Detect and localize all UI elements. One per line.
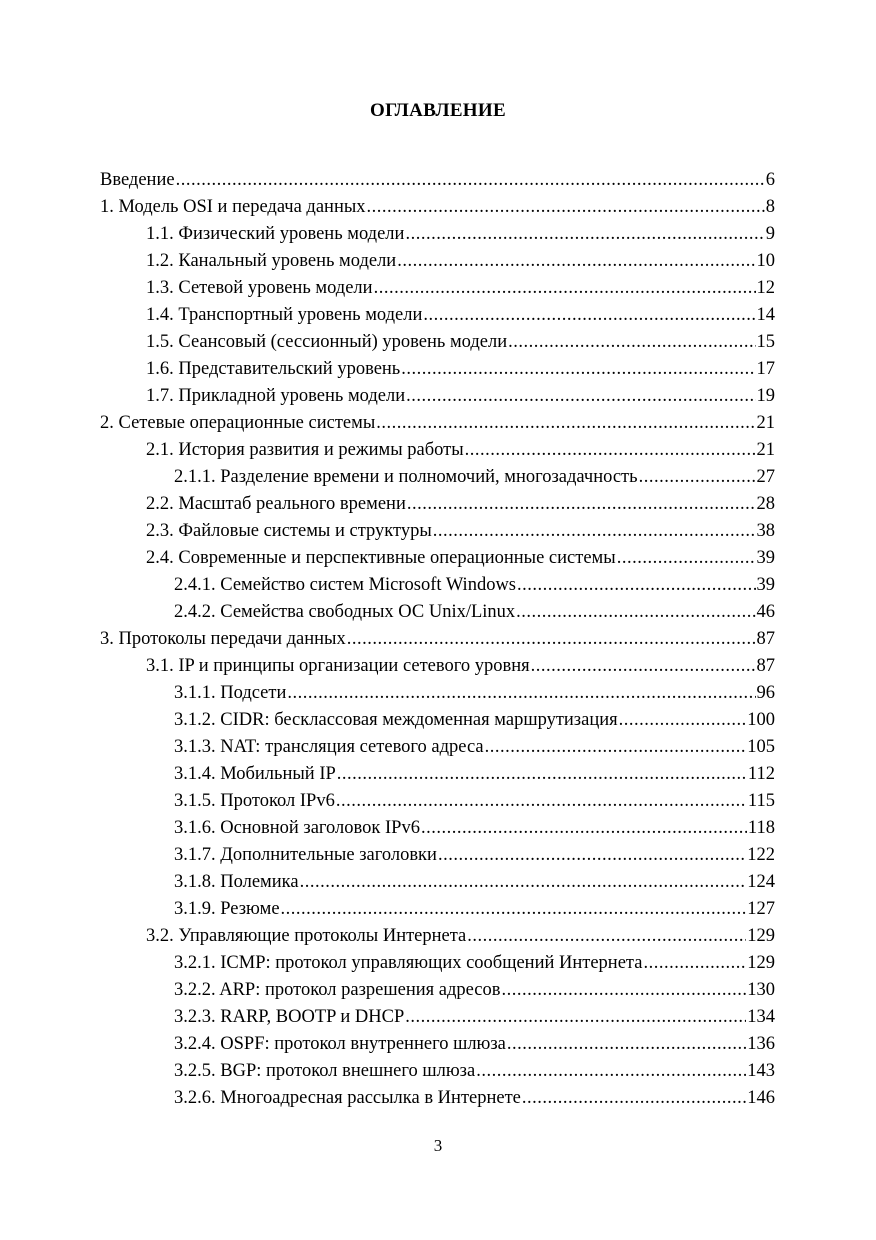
toc-leader-dots	[517, 572, 756, 599]
toc-leader-dots	[374, 275, 756, 302]
toc-entry-label: 3.1.5. Протокол IPv6	[174, 791, 335, 811]
toc-leader-dots	[433, 518, 756, 545]
toc-entry-page: 12	[756, 278, 775, 298]
toc-entry[interactable]	[100, 275, 775, 302]
toc-entry-page: 21	[756, 413, 775, 433]
toc-entry-label: 3.1.8. Полемика	[174, 872, 299, 892]
toc-entry[interactable]	[100, 599, 775, 626]
toc-entry[interactable]	[100, 1085, 775, 1112]
page-title: ОГЛАВЛЕНИЕ	[370, 100, 506, 121]
toc-entry-label: 2.1.1. Разделение времени и полномочий, многозадачность	[174, 467, 638, 487]
toc-entry-page: 9	[765, 224, 775, 244]
toc-leader-dots	[639, 464, 756, 491]
page-number: 3	[433, 1136, 443, 1155]
toc-entry-page: 105	[747, 737, 775, 757]
toc-entry-page: 129	[747, 926, 775, 946]
toc-entry[interactable]	[100, 977, 775, 1004]
toc-entry-label: 3.2.2. ARP: протокол разрешения адресов	[174, 980, 501, 1000]
toc-entry-page: 38	[756, 521, 775, 541]
toc-entry-page: 122	[747, 845, 775, 865]
toc-entry-label: 3.2.6. Многоадресная рассылка в Интернете	[174, 1088, 521, 1108]
toc-leader-dots	[531, 653, 756, 680]
toc-entry-label: 3.1.3. NAT: трансляция сетевого адреса	[174, 737, 484, 757]
toc-leader-dots	[619, 707, 747, 734]
toc-entry-page: 87	[756, 656, 775, 676]
toc-entry[interactable]	[100, 194, 775, 221]
toc-leader-dots	[476, 1058, 746, 1085]
toc-entry-page: 19	[756, 386, 775, 406]
toc-leader-dots	[287, 680, 755, 707]
toc-entry[interactable]	[100, 734, 775, 761]
toc-entry-label: 3.1.9. Резюме	[174, 899, 280, 919]
toc-entry[interactable]	[100, 248, 775, 275]
toc-entry[interactable]	[100, 302, 775, 329]
toc-leader-dots	[516, 599, 755, 626]
toc-leader-dots	[376, 410, 755, 437]
toc-entry[interactable]	[100, 437, 775, 464]
toc-entry-label: 1.3. Сетевой уровень модели	[146, 278, 373, 298]
toc-entry-page: 127	[747, 899, 775, 919]
toc-entry-label: 2.4.1. Семейство систем Microsoft Windows	[174, 575, 516, 595]
toc-entry-label: 3. Протоколы передачи данных	[100, 629, 346, 649]
toc-entry-label: 1.7. Прикладной уровень модели	[146, 386, 406, 406]
toc-entry-page: 112	[747, 764, 775, 784]
toc-entry-label: 3.2.4. OSPF: протокол внутреннего шлюза	[174, 1034, 506, 1054]
toc-leader-dots	[406, 383, 755, 410]
toc-leader-dots	[405, 221, 764, 248]
toc-entry-label: 1.5. Сеансовый (сессионный) уровень модели	[146, 332, 508, 352]
toc-entry-page: 28	[756, 494, 775, 514]
toc-leader-dots	[421, 815, 747, 842]
toc-entry-label: 1.2. Канальный уровень модели	[146, 251, 397, 271]
toc-entry[interactable]	[100, 383, 775, 410]
toc-entry-page: 146	[747, 1088, 775, 1108]
toc-entry-label: 3.1.7. Дополнительные заголовки	[174, 845, 437, 865]
toc-entry-label: 2.1. История развития и режимы работы	[146, 440, 464, 460]
toc-entry[interactable]	[100, 761, 775, 788]
toc-leader-dots	[467, 923, 746, 950]
toc-entry-label: 3.1.6. Основной заголовок IPv6	[174, 818, 420, 838]
toc-entry-page: 39	[756, 575, 775, 595]
toc-leader-dots	[347, 626, 756, 653]
toc-leader-dots	[337, 761, 747, 788]
toc-entry-page: 134	[747, 1007, 775, 1027]
toc-entry[interactable]	[100, 1031, 775, 1058]
toc-entry-page: 143	[747, 1061, 775, 1081]
toc-entry-label: 3.1. IP и принципы организации сетевого уровня	[146, 656, 530, 676]
toc-entry[interactable]	[100, 329, 775, 356]
toc-entry-label: 2.4. Современные и перспективные операционные системы	[146, 548, 616, 568]
toc-entry-label: 1.6. Представительский уровень	[146, 359, 401, 379]
toc-leader-dots	[485, 734, 747, 761]
toc-entry[interactable]	[100, 815, 775, 842]
toc-entry[interactable]	[100, 167, 775, 194]
toc-leader-dots	[397, 248, 755, 275]
toc-entry-label: 2.3. Файловые системы и структуры	[146, 521, 432, 541]
toc-leader-dots	[423, 302, 755, 329]
toc-entry[interactable]	[100, 950, 775, 977]
toc-entry-label: 3.1.2. CIDR: бесклассовая междоменная маршрутизация	[174, 710, 618, 730]
toc-entry-page: 115	[747, 791, 775, 811]
toc-leader-dots	[367, 194, 765, 221]
toc-entry-page: 124	[747, 872, 775, 892]
toc-leader-dots	[508, 329, 755, 356]
toc-entry[interactable]	[100, 842, 775, 869]
toc-leader-dots	[438, 842, 746, 869]
toc-entry-page: 136	[747, 1034, 775, 1054]
toc-entry[interactable]	[100, 221, 775, 248]
toc-entry-label: 3.1.4. Мобильный IP	[174, 764, 336, 784]
toc-entry-page: 130	[747, 980, 775, 1000]
toc-entry-page: 8	[765, 197, 775, 217]
toc-entry-page: 6	[765, 170, 775, 190]
toc-entry[interactable]	[100, 410, 775, 437]
toc-entry[interactable]	[100, 869, 775, 896]
toc-entry-label: 1.4. Транспортный уровень модели	[146, 305, 423, 325]
toc-entry[interactable]	[100, 788, 775, 815]
toc-leader-dots	[401, 356, 755, 383]
toc-leader-dots	[281, 896, 747, 923]
toc-entry[interactable]	[100, 518, 775, 545]
toc-entry-label: 1.1. Физический уровень модели	[146, 224, 405, 244]
toc-entry-label: 3.2.5. BGP: протокол внешнего шлюза	[174, 1061, 476, 1081]
toc-leader-dots	[407, 491, 756, 518]
toc-leader-dots	[522, 1085, 746, 1112]
toc-entry-page: 39	[756, 548, 775, 568]
toc-leader-dots	[300, 869, 747, 896]
toc-entry-page: 17	[756, 359, 775, 379]
toc-entry-label: 3.2.1. ICMP: протокол управляющих сообщений Интернета	[174, 953, 643, 973]
toc-entry-page: 96	[756, 683, 775, 703]
toc-entry-page: 46	[756, 602, 775, 622]
toc-entry[interactable]	[100, 653, 775, 680]
toc-leader-dots	[507, 1031, 746, 1058]
toc-entry-label: 1. Модель OSI и передача данных	[100, 197, 366, 217]
toc-entry-page: 87	[756, 629, 775, 649]
toc-entry-page: 100	[747, 710, 775, 730]
toc-entry-label: 3.1.1. Подсети	[174, 683, 287, 703]
toc-entry-label: 2.4.2. Семейства свободных ОС Unix/Linux	[174, 602, 516, 622]
toc-entry-label: 3.2.3. RARP, BOOTP и DHCP	[174, 1007, 405, 1027]
toc-entry-page: 14	[756, 305, 775, 325]
toc-leader-dots	[336, 788, 747, 815]
toc-entry[interactable]	[100, 491, 775, 518]
toc-entry[interactable]	[100, 923, 775, 950]
toc-entry[interactable]	[100, 464, 775, 491]
toc-entry-label: 2.2. Масштаб реального времени	[146, 494, 406, 514]
toc-entry-page: 27	[756, 467, 775, 487]
toc-entry-page: 118	[747, 818, 775, 838]
toc-entry[interactable]	[100, 1058, 775, 1085]
toc-entry-page: 21	[756, 440, 775, 460]
toc-entry-label: 3.2. Управляющие протоколы Интернета	[146, 926, 467, 946]
toc-entry-label: 2. Сетевые операционные системы	[100, 413, 376, 433]
toc-entry-page: 129	[747, 953, 775, 973]
toc-leader-dots	[176, 167, 765, 194]
toc-entry[interactable]	[100, 626, 775, 653]
toc-leader-dots	[617, 545, 756, 572]
toc-entry[interactable]	[100, 356, 775, 383]
toc-entry[interactable]	[100, 896, 775, 923]
toc-entry-page: 10	[756, 251, 775, 271]
toc-entry[interactable]	[100, 545, 775, 572]
toc-entry[interactable]	[100, 680, 775, 707]
table-of-contents	[100, 167, 775, 1112]
toc-entry-label: Введение	[100, 170, 175, 190]
toc-entry[interactable]	[100, 707, 775, 734]
toc-entry[interactable]	[100, 1004, 775, 1031]
toc-entry[interactable]	[100, 572, 775, 599]
toc-entry-page: 15	[756, 332, 775, 352]
toc-leader-dots	[465, 437, 756, 464]
toc-leader-dots	[502, 977, 747, 1004]
toc-leader-dots	[643, 950, 746, 977]
toc-leader-dots	[405, 1004, 746, 1031]
